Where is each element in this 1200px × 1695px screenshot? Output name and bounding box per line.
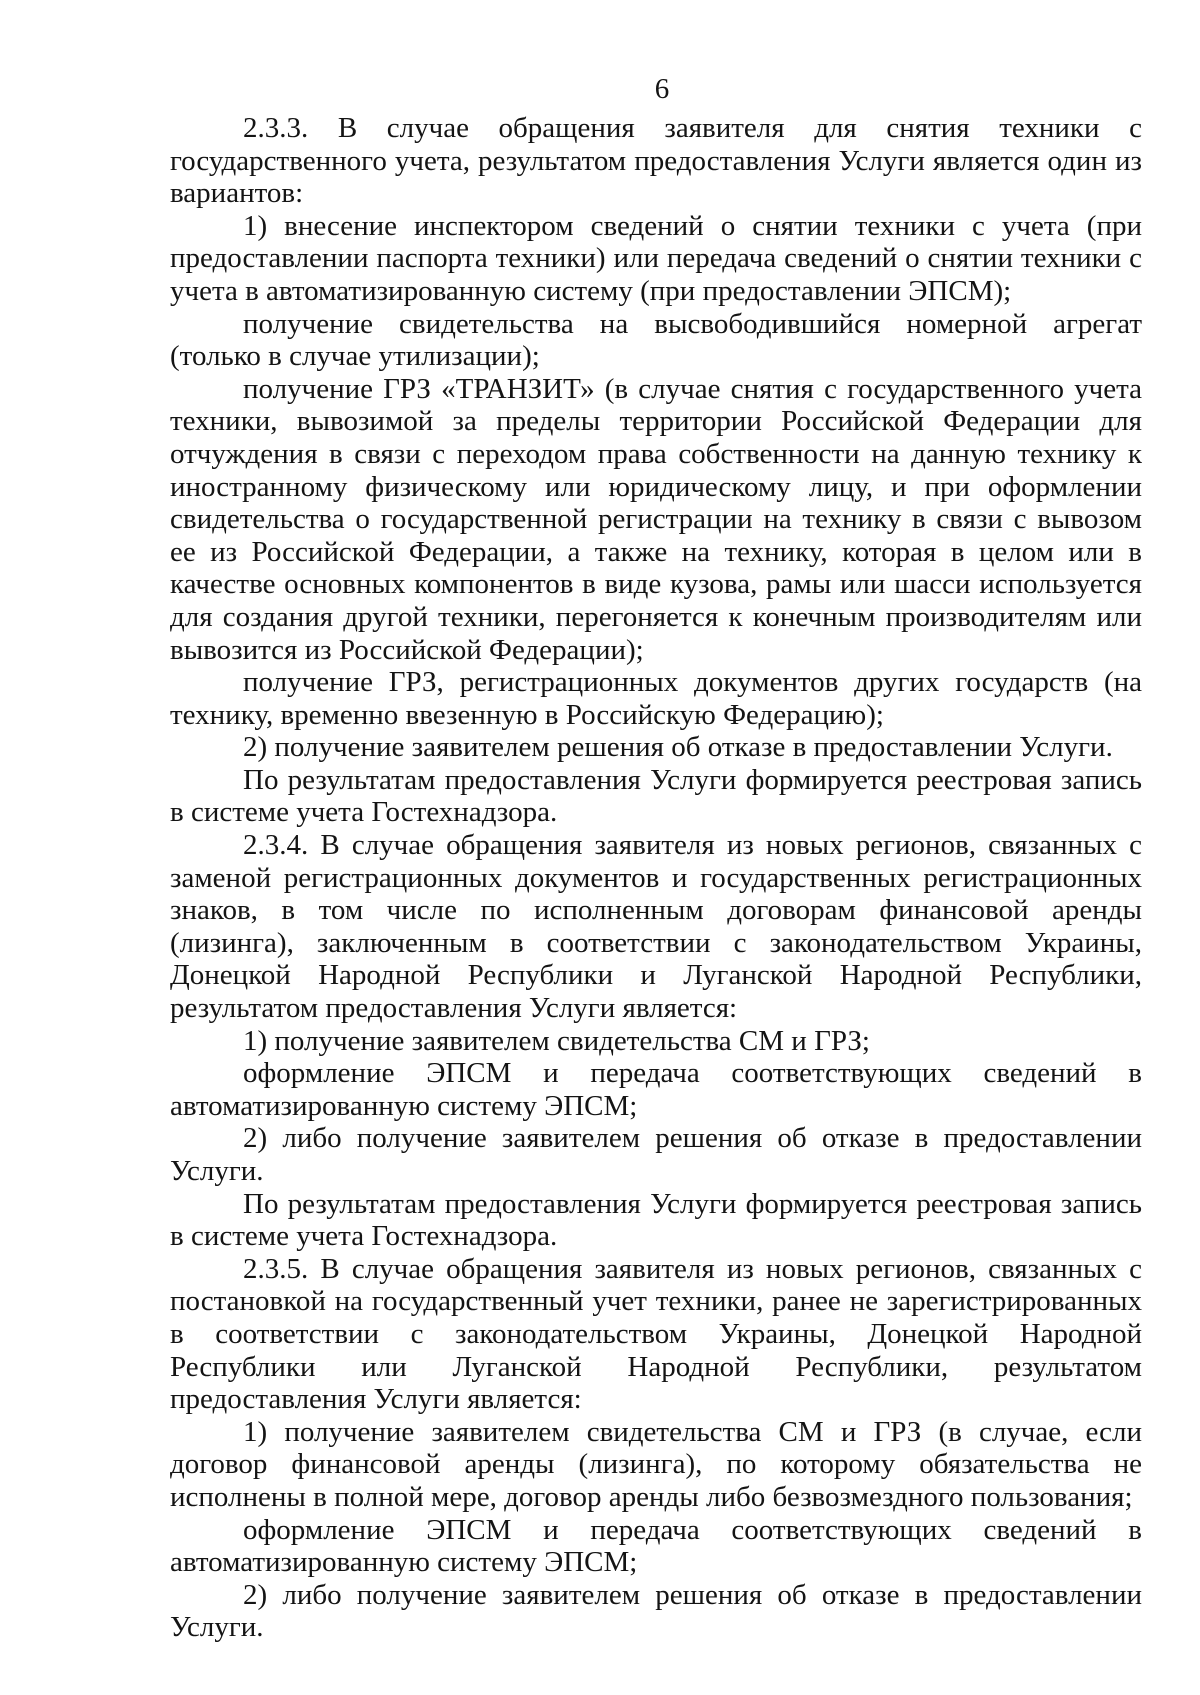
paragraph-item-1-certificate-leasing: 1) получение заявителем свидетельства СМ и ГРЗ (в случае, если договор финансовой аренды (лизинга), по которому обязательства не исполнены в полной мере, договор аренды либо безвозмездного пользования; [170, 1415, 1142, 1513]
paragraph-foreign-documents: получение ГРЗ, регистрационных документов других государств (на технику, временно ввезенную в Российскую Федерацию); [170, 666, 1142, 731]
paragraph-2-3-3: 2.3.3. В случае обращения заявителя для снятия техники с государственного учета, результатом предоставления Услуги является один из вариантов: [170, 112, 1142, 210]
paragraph-item-1-certificate: 1) получение заявителем свидетельства СМ и ГРЗ; [243, 1024, 870, 1057]
paragraph-registry-record: По результатам предоставления Услуги формируется реестровая запись в системе учета Гостехнадзора. [170, 763, 1142, 829]
paragraph-item-2-refusal: 2) получение заявителем решения об отказе в предоставлении Услуги. [243, 731, 1113, 764]
paragraph-transit-plates: получение ГРЗ «ТРАНЗИТ» (в случае снятия с государственного учета техники, вывозимой за пределы территории Российской Федерации для отчуждения в связи с переходом права собственности на данную технику к иностранному физическому или юридическому лицу, и при оформлении свидетельства о государственной регистрации на технику в связи с вывозом ее из Российской Федерации, а также на технику, которая в целом или в качестве основных компонентов в виде кузова, рамы или шасси используется для создания другой техники, перегоняется к конечным производителям или вывозится из Российской Федерации); [170, 372, 1142, 666]
paragraph-2-3-4: 2.3.4. В случае обращения заявителя из новых регионов, связанных с заменой регистрационных документов и государственных регистрационных знаков, в том числе по исполненным договорам финансовой аренды (лизинга), заключенным в соответствии с законодательством Украины, Донецкой Народной Республики и Луганской Народной Республики, результатом предоставления Услуги является: [170, 829, 1142, 1025]
page-number: 6 [654, 73, 670, 105]
paragraph-item-2-refusal: 2) либо получение заявителем решения об отказе в предоставлении Услуги. [170, 1578, 1142, 1644]
document-body [170, 112, 1142, 1644]
paragraph-registry-record: По результатам предоставления Услуги формируется реестровая запись в системе учета Гостехнадзора. [170, 1187, 1142, 1253]
paragraph-item-1-removal-record: 1) внесение инспектором сведений о снятии техники с учета (при предоставлении паспорта техники) или передача сведений о снятии техники с учета в автоматизированную систему (при предоставлении ЭПСМ); [170, 209, 1142, 307]
paragraph-epsm-transfer: оформление ЭПСМ и передача соответствующих сведений в автоматизированную систему ЭПСМ; [170, 1057, 1142, 1122]
paragraph-epsm-transfer: оформление ЭПСМ и передача соответствующих сведений в автоматизированную систему ЭПСМ; [170, 1513, 1142, 1579]
paragraph-2-3-5: 2.3.5. В случае обращения заявителя из новых регионов, связанных с постановкой на государственный учет техники, ранее не зарегистрированных в соответствии с законодательством Украины, Донецкой Народной Республики или Луганской Народной Республики, результатом предоставления Услуги является: [170, 1252, 1142, 1416]
paragraph-certificate-unit: получение свидетельства на высвободившийся номерной агрегат (только в случае утилизации); [170, 307, 1142, 373]
paragraph-item-2-refusal: 2) либо получение заявителем решения об отказе в предоставлении Услуги. [170, 1122, 1142, 1187]
